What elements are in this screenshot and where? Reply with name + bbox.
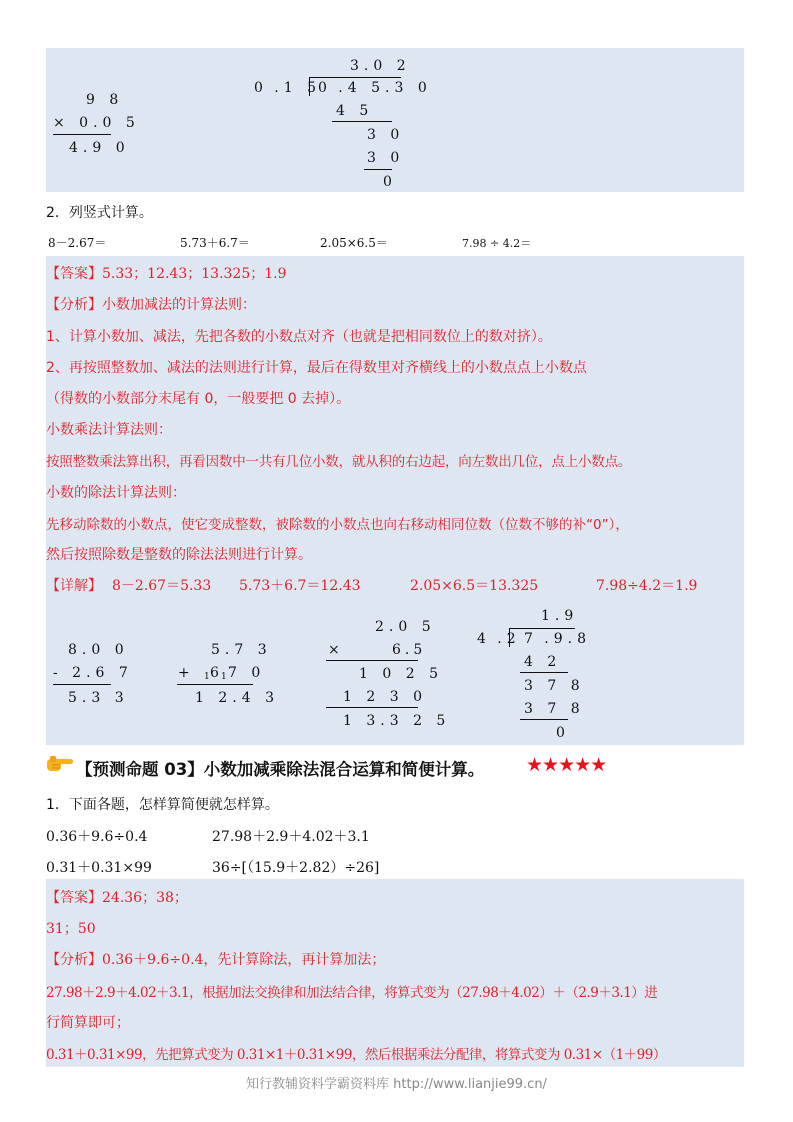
q2-expr-3: 2.05×6.5＝ xyxy=(320,236,388,250)
answer2-panel xyxy=(46,879,744,1067)
answer2-line-2: 31；50 xyxy=(46,921,96,937)
answer2-line-1 xyxy=(46,887,188,907)
top-div-line1 xyxy=(332,121,392,122)
q2-expr-2: 5.73＋6.7＝ xyxy=(180,236,250,250)
q1-expr-2: 27.98＋2.9＋4.02＋3.1 xyxy=(212,829,370,845)
answer-text: 5.33；12.43；13.325；1.9 xyxy=(102,266,287,282)
analysis-tag: 【分析】 xyxy=(46,297,102,313)
vdiv-step-2: 3 7 8 xyxy=(524,678,585,694)
analysis2-line-1 xyxy=(46,949,385,969)
top-div-step2: 3 0 xyxy=(367,127,405,143)
top-div-quotient: 3.0 2 xyxy=(350,58,411,74)
q2-title: 2．列竖式计算。 xyxy=(46,205,153,221)
analysis2-line-4: 0.31＋0.31×99，先把算式变为 0.31×1＋0.31×99，然后根据乘法分配律，将算式变为 0.31×（1＋99） xyxy=(46,1047,666,1063)
vmul-partial-1: 1 0 2 5 xyxy=(359,666,443,682)
vdiv-line-2 xyxy=(520,719,568,720)
answer-tag: 【答案】 xyxy=(46,266,102,282)
top-mul-result: 4.9 0 xyxy=(69,140,130,156)
vdiv-line-1 xyxy=(520,672,568,673)
vadd-carry-1: 1 xyxy=(204,672,210,682)
q1-expr-1: 0.36＋9.6÷0.4 xyxy=(46,829,148,845)
answer2-text-1: 24.36；38； xyxy=(102,890,188,906)
q1-expr-4: 36÷[（15.9＋2.82）÷26] xyxy=(212,860,380,876)
vmul-a: 2.0 5 xyxy=(375,619,436,635)
top-div-bracket xyxy=(309,78,310,96)
top-div-dividend: 0 .4 5.3 0 xyxy=(318,80,432,96)
top-div-remainder: 0 xyxy=(383,174,397,190)
top-div-step1: 4 5 xyxy=(336,103,374,119)
vdiv-bar xyxy=(509,628,575,629)
top-div-bar xyxy=(309,77,401,78)
vdiv-quotient: 1.9 xyxy=(541,608,579,624)
analysis-line-8: 然后按照除数是整数的除法法则进行计算。 xyxy=(46,547,312,563)
vdiv-dividend: 7 .9.8 xyxy=(524,631,592,647)
top-div-step3: 3 0 xyxy=(367,150,405,166)
top-mul-line xyxy=(53,134,111,135)
analysis-line-4: 小数乘法计算法则： xyxy=(46,422,172,438)
analysis-title-line xyxy=(46,294,256,314)
analysis2-tag: 【分析】 xyxy=(46,952,102,968)
vdiv-step-1: 4 2 xyxy=(524,654,562,670)
vdiv-step-3: 3 7 8 xyxy=(524,701,585,717)
vadd-carry-2: 1 xyxy=(221,672,227,682)
analysis-line-1: 1、计算小数加、减法，先把各数的小数点对齐（也就是把相同数位上的数对挤）。 xyxy=(46,329,552,345)
analysis-line-7: 先移动除数的小数点，使它变成整数，被除数的小数点也向右移动相同位数（位数不够的补“0”）， xyxy=(46,517,629,533)
top-div-line2 xyxy=(364,169,392,170)
vmul-line-2 xyxy=(326,707,418,708)
analysis-title: 小数加减法的计算法则： xyxy=(102,297,256,313)
vadd-result: 1 2.4 3 xyxy=(195,690,279,706)
footer-watermark: 知行教辅资料学霸资料库 http://www.lianjie99.cn/ xyxy=(246,1077,547,1092)
vsub-a: 8.0 0 xyxy=(68,642,129,658)
detail-eq-2: 5.73＋6.7＝12.43 xyxy=(239,578,361,594)
vsub-result: 5.3 3 xyxy=(68,690,129,706)
analysis2-text-1: 0.36＋9.6÷0.4，先计算除法，再计算加法； xyxy=(102,952,386,968)
vmul-result: 1 3.3 2 5 xyxy=(343,713,451,729)
analysis2-line-3: 行简算即可； xyxy=(46,1015,130,1031)
section3-title: 【预测命题 03】小数加减乘除法混合运算和简便计算。 xyxy=(76,760,485,779)
vmul-b: 6.5 xyxy=(392,642,427,658)
vadd-a: 5.7 3 xyxy=(211,642,272,658)
vdiv-bracket xyxy=(509,629,510,647)
q1-expr-3: 0.31＋0.31×99 xyxy=(46,860,152,876)
answer-line xyxy=(46,263,287,283)
vmul-op: × xyxy=(328,642,340,658)
analysis-line-6: 小数的除法计算法则： xyxy=(46,485,186,501)
vadd-line xyxy=(177,684,253,685)
analysis-line-5: 按照整数乘法算出积，再看因数中一共有几位小数，就从积的右边起，向左数出几位，点上小数点。 xyxy=(46,454,632,470)
vmul-line-1 xyxy=(326,660,418,661)
detail-eq-1: 8－2.67＝5.33 xyxy=(112,578,212,594)
detail-tag: 【详解】 xyxy=(46,578,102,594)
analysis2-line-2: 27.98＋2.9＋4.02＋3.1，根据加法交换律和加法结合律，将算式变为（27.98＋4.02）＋（2.9＋3.1）进 xyxy=(46,985,658,1001)
vadd-digit-1: 6 xyxy=(210,665,219,681)
vsub-line xyxy=(53,684,111,685)
detail-eq-3: 2.05×6.5＝13.325 xyxy=(410,578,539,594)
top-div-divisor: 0 .1 5 xyxy=(254,80,322,96)
analysis-line-2: 2、再按照整数加、减法的法则进行计算，最后在得数里对齐横线上的小数点点上小数点 xyxy=(46,360,587,376)
vsub-b: - 2.6 7 xyxy=(53,665,133,681)
q2-expr-1: 8－2.67＝ xyxy=(48,236,107,250)
section3-stars: ★★★★★ xyxy=(526,754,607,776)
q1-title: 1．下面各题，怎样算简便就怎样算。 xyxy=(46,797,279,813)
vdiv-remainder: 0 xyxy=(556,725,570,741)
pointing-hand-icon xyxy=(46,754,74,774)
vmul-partial-2: 1 2 3 0 xyxy=(343,689,427,705)
vadd-op: + xyxy=(178,665,190,681)
analysis-line-3: （得数的小数部分末尾有 0，一般要把 0 去掉）。 xyxy=(46,391,351,407)
top-mul-bottom: × 0.0 5 xyxy=(53,115,140,131)
vdiv-divisor: 4 .2 xyxy=(477,631,521,647)
top-mul-top: 9 8 xyxy=(86,92,124,108)
answer2-tag: 【答案】 xyxy=(46,890,102,906)
q2-expr-4: 7.98 ÷ 4.2＝ xyxy=(462,237,532,250)
detail-eq-4: 7.98÷4.2＝1.9 xyxy=(596,578,698,594)
vadd-digit-2: 7 0 xyxy=(228,665,266,681)
